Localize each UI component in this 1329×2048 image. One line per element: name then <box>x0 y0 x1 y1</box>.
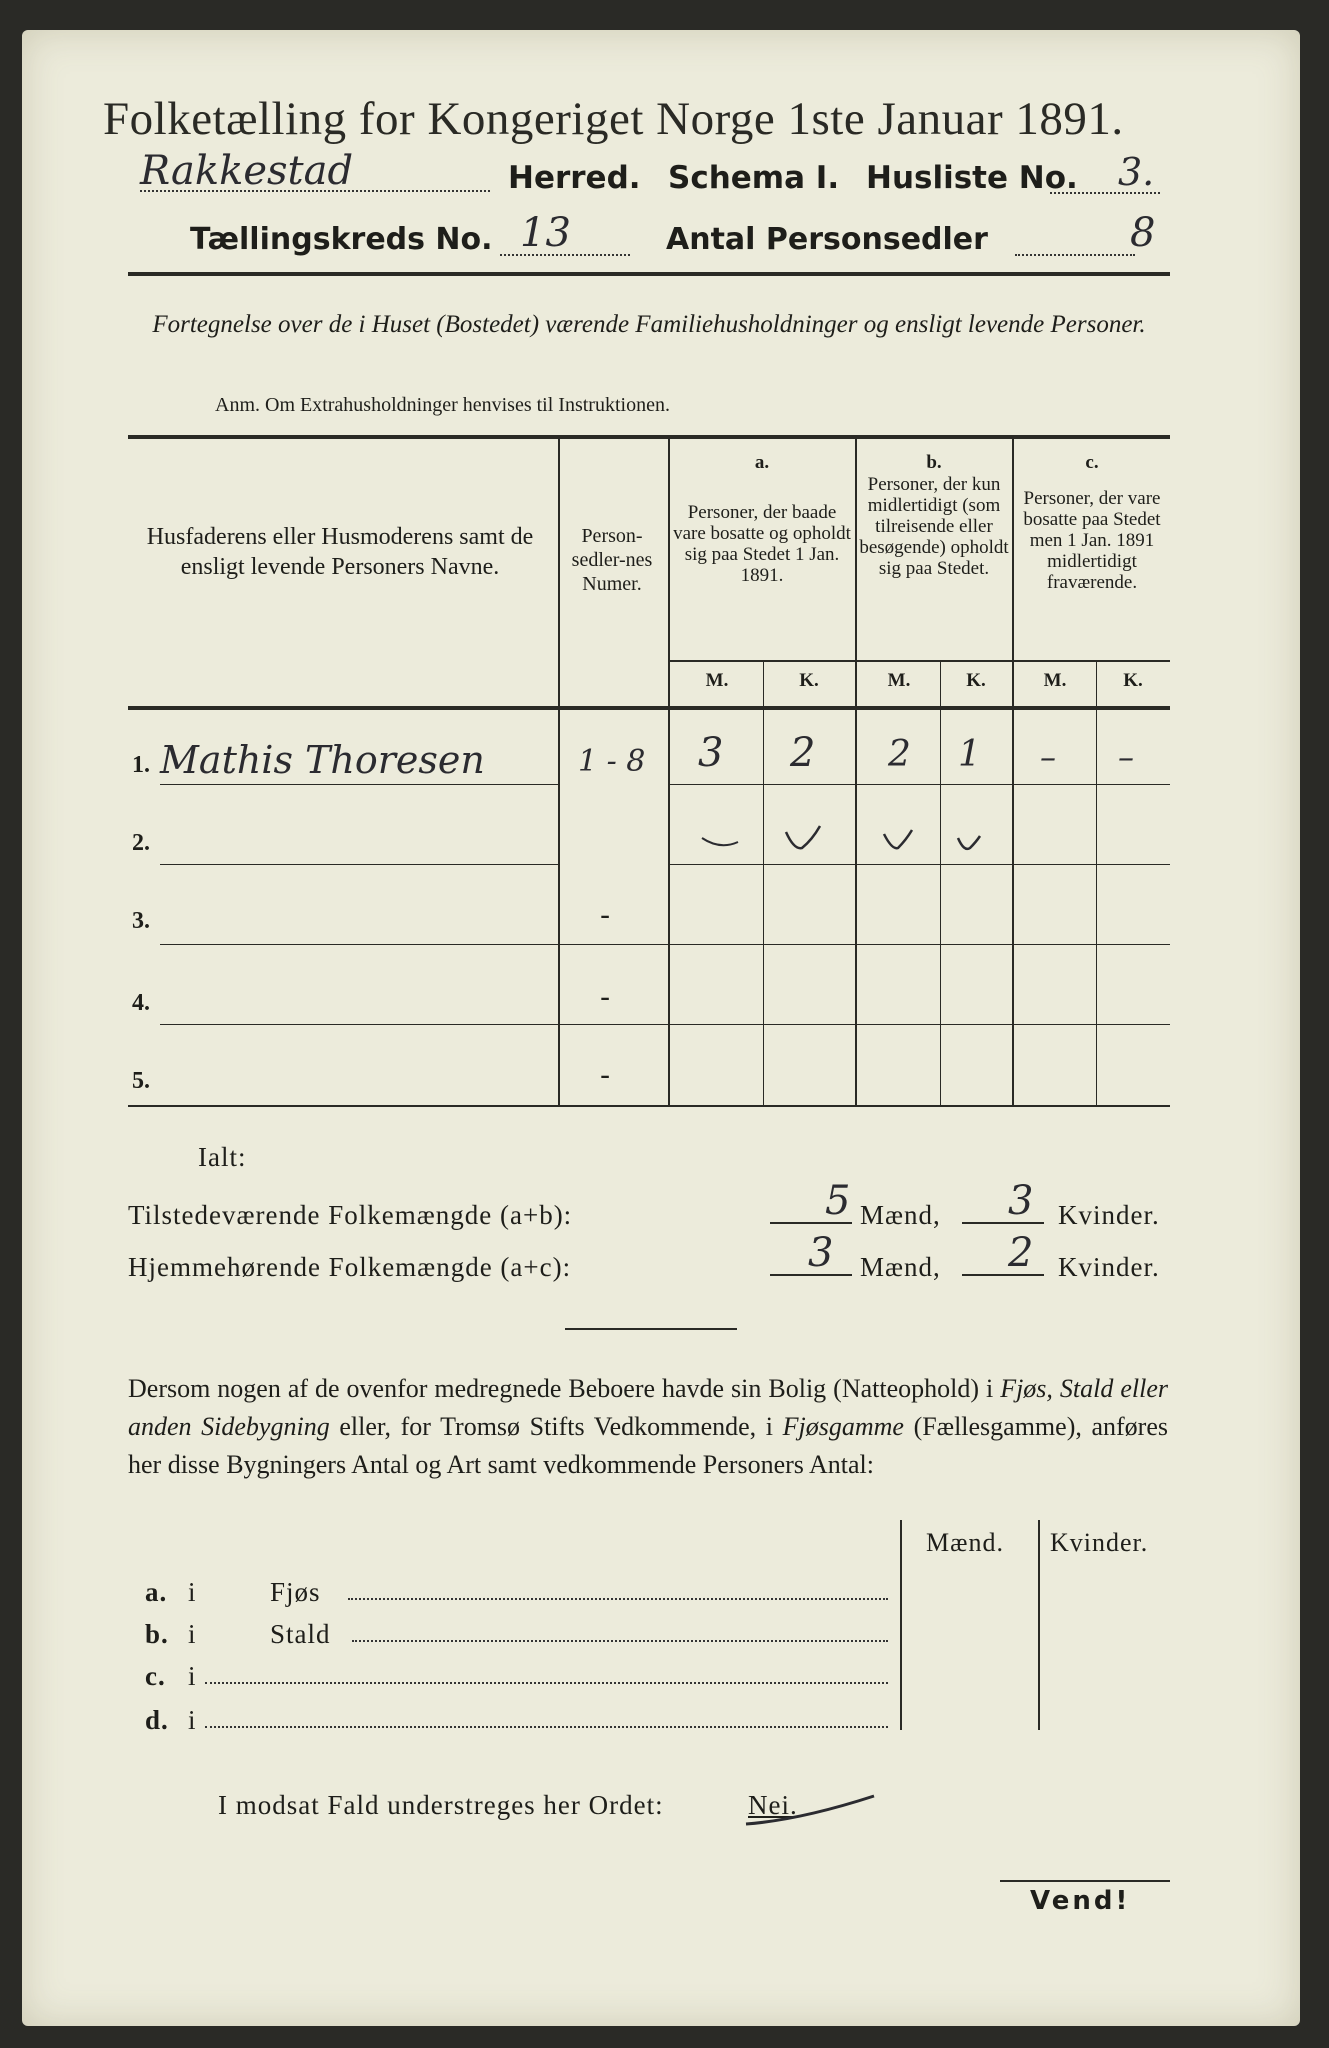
row-number: 3. <box>132 908 150 934</box>
hjem-maend: Mænd, <box>860 1252 941 1282</box>
para-part-1: Dersom nogen af de ovenfor medregnede Beboere havde sin Bolig (Natteophold) i <box>128 1374 1001 1403</box>
row-b-m: 2 <box>888 734 911 775</box>
kreds-label: Tællingskreds No. <box>190 222 493 257</box>
outbuilding-dotline-b <box>352 1640 888 1642</box>
row-a-k: 2 <box>790 730 816 776</box>
tilst-maend: Mænd, <box>860 1200 941 1230</box>
col-b-m: M. <box>887 670 911 691</box>
herred-dotline <box>140 190 490 192</box>
hjem-k-value: 2 <box>1008 1230 1034 1276</box>
intro-line: Fortegnelse over de i Huset (Bostedet) værende Familiehusholdninger og ensligt levende Personer. <box>152 311 1146 338</box>
col-header-name: Husfaderens eller Husmoderens samt de ensligt levende Personers Navne. <box>146 524 534 580</box>
outbuilding-col-maend: Mænd. <box>926 1528 1004 1557</box>
husliste-label: Husliste No. <box>866 160 1078 196</box>
row-2-data-line <box>668 864 1170 865</box>
col-b-letter: b. <box>926 452 942 473</box>
row-num: - <box>600 1058 611 1093</box>
tilst-m-value: 5 <box>825 1178 851 1224</box>
col-c-k: K. <box>1123 670 1143 691</box>
outbuilding-divider-2 <box>1038 1520 1040 1730</box>
antal-value: 8 <box>1130 210 1156 256</box>
row-num: 1 - 8 <box>578 744 646 779</box>
col-a-letter: a. <box>754 452 770 473</box>
row-a-m: 3 <box>698 730 724 776</box>
anm-note: Anm. Om Extrahusholdninger henvises til Instruktionen. <box>215 394 670 416</box>
col-divider-2 <box>668 437 670 1107</box>
antal-dotline <box>1015 254 1135 256</box>
husliste-value: 3. <box>1118 150 1155 194</box>
col-divider-3 <box>855 437 857 1107</box>
para-part-2: eller, for Tromsø Stifts Vedkommende, i <box>329 1412 783 1441</box>
outbuilding-label-fjos: Fjøs <box>270 1577 321 1607</box>
row-1-data-line <box>668 784 1170 785</box>
outbuilding-letter-a: a. <box>145 1577 168 1607</box>
schema-label: Schema I. <box>668 160 840 196</box>
row-num: - <box>600 898 611 933</box>
col-divider-c <box>1096 660 1097 1107</box>
row-3-line <box>160 944 1170 945</box>
outbuildings-paragraph <box>128 1370 1168 1484</box>
outbuilding-letter-c: c. <box>145 1661 166 1691</box>
row-2-tick-marks <box>690 820 1170 860</box>
mk-rule <box>668 660 1170 662</box>
kreds-value: 13 <box>520 210 571 256</box>
row-1-line <box>160 784 558 785</box>
vend-rule <box>1000 1880 1170 1882</box>
outbuilding-label-stald: Stald <box>270 1619 331 1649</box>
herred-label: Herred. <box>508 160 641 196</box>
outbuilding-dotline-c <box>205 1682 888 1684</box>
row-4-line <box>160 1024 1170 1025</box>
outbuilding-col-kvinder: Kvinder. <box>1050 1528 1149 1557</box>
para-fjos-stald: Fjøs, Stald eller anden Sidebygning <box>128 1374 1168 1441</box>
col-a-k: K. <box>799 670 819 691</box>
vend-label: Vend! <box>1030 1886 1131 1916</box>
tilst-k-value: 3 <box>1008 1178 1034 1224</box>
col-divider-4 <box>1012 437 1014 1107</box>
outbuilding-prep-c: i <box>188 1661 197 1691</box>
outbuilding-divider-1 <box>900 1520 902 1730</box>
col-header-num: Person-sedler-nes Numer. <box>571 525 653 595</box>
col-b-k: K. <box>966 670 986 691</box>
modsat-label: I modsat Fald understreges her Ordet: <box>218 1790 664 1820</box>
form-title: Folketælling for Kongeriget Norge 1ste Januar 1891. <box>103 93 1124 145</box>
section-separator <box>565 1328 737 1330</box>
hjem-m-value: 3 <box>808 1230 834 1276</box>
outbuilding-prep-b: i <box>188 1619 197 1649</box>
outbuilding-letter-b: b. <box>145 1619 169 1649</box>
outbuilding-prep-a: i <box>188 1577 197 1607</box>
row-name: Mathis Thoresen <box>160 738 485 782</box>
para-fjosgamme: Fjøsgamme <box>782 1412 904 1441</box>
row-b-k: 1 <box>958 734 981 775</box>
row-num: - <box>600 980 611 1015</box>
outbuilding-prep-d: i <box>188 1705 197 1735</box>
col-header-b: Personer, der kun midlertidigt (som tilreisende eller besøgende) opholdt sig paa Stedet. <box>859 474 1009 579</box>
antal-label: Antal Personsedler <box>666 222 988 257</box>
nei-word: Nei. <box>748 1790 798 1820</box>
outbuilding-dotline-a <box>348 1598 888 1600</box>
col-c-letter: c. <box>1085 452 1099 473</box>
herred-value: Rakkestad <box>140 148 354 194</box>
col-c-m: M. <box>1043 670 1067 691</box>
hjem-label: Hjemmehørende Folkemængde (a+c): <box>128 1252 572 1282</box>
ialt-label: Ialt: <box>198 1142 247 1172</box>
para-part-3: (Fællesgamme), anføres her disse Bygningers Antal og Art samt vedkommende Personers Antal: <box>128 1412 1168 1479</box>
row-2-line <box>160 864 558 865</box>
hjem-kvinder: Kvinder. <box>1058 1252 1160 1282</box>
outbuilding-dotline-d <box>205 1726 888 1728</box>
col-a-m: M. <box>705 670 729 691</box>
outbuilding-letter-d: d. <box>145 1705 169 1735</box>
tilst-label: Tilstedeværende Folkemængde (a+b): <box>128 1200 573 1230</box>
col-header-a: Personer, der baade vare bosatte og opholdt sig paa Stedet 1 Jan. 1891. <box>673 502 851 586</box>
row-number: 1. <box>132 752 150 778</box>
row-number: 4. <box>132 990 150 1016</box>
col-divider-a <box>763 660 764 1107</box>
header-rule <box>128 272 1170 276</box>
col-divider-1 <box>558 437 560 1107</box>
row-c-m: – <box>1040 738 1056 776</box>
col-header-c: Personer, der vare bosatte paa Stedet men 1 Jan. 1891 midlertidigt fraværende. <box>1023 488 1161 593</box>
tilst-kvinder: Kvinder. <box>1058 1200 1160 1230</box>
nei-underline-stroke <box>740 1790 880 1830</box>
row-number: 5. <box>132 1068 150 1094</box>
row-number: 2. <box>132 830 150 856</box>
col-divider-b <box>940 660 941 1107</box>
row-c-k: – <box>1118 738 1134 776</box>
